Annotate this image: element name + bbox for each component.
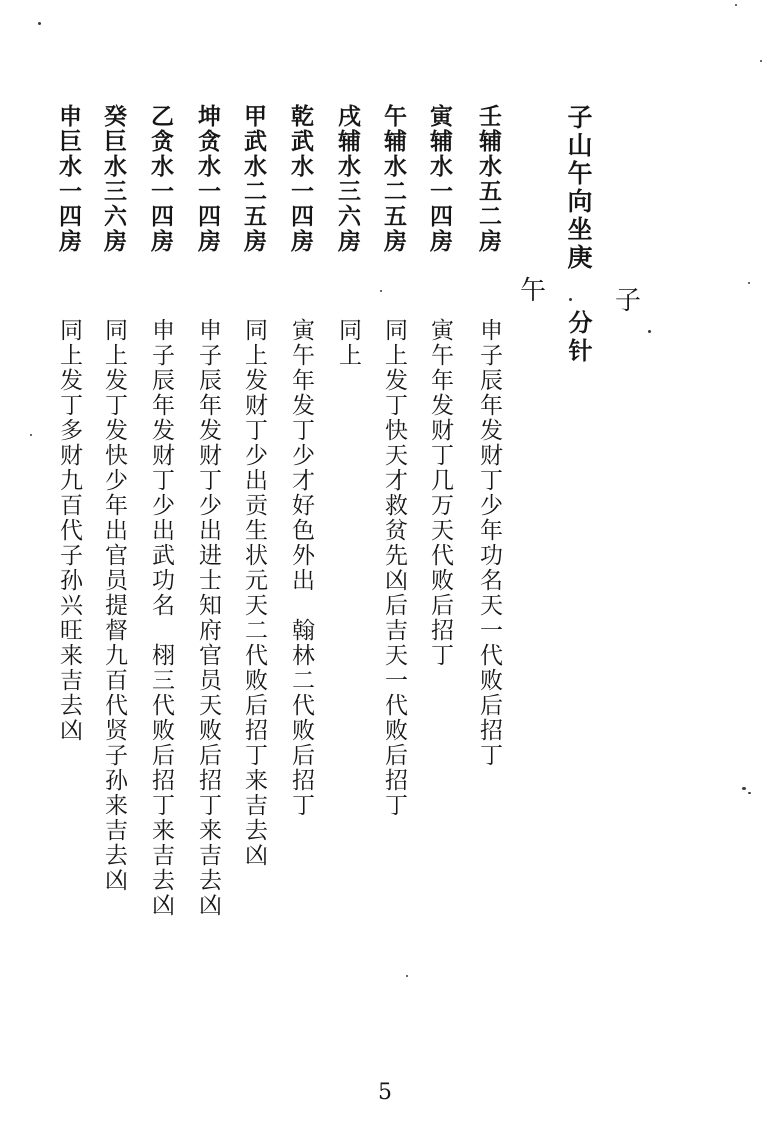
entry-star: 寅辅水一四房	[426, 104, 453, 254]
needle-label: 分针	[564, 310, 592, 366]
scan-speck	[380, 290, 382, 292]
scan-speck	[748, 282, 750, 284]
scan-speck	[742, 787, 746, 790]
entry-text: 申子辰年发财丁少出进士知府官员天败后招丁来吉去凶	[195, 318, 221, 918]
scan-speck	[406, 975, 408, 977]
mark-zi: 子	[615, 286, 642, 316]
entry-text: 同上发丁快天才救贫先凶后吉天一代败后招丁	[381, 318, 407, 818]
entry-star: 癸巨水三六房	[100, 104, 127, 254]
entry-text: 寅午年发财丁几万天代败后招丁	[427, 318, 453, 668]
entry-text: 申子辰年发财丁少出武功名 栩三代败后招丁来吉去凶	[148, 318, 174, 918]
page-number: 5	[378, 1080, 392, 1105]
scan-speck	[30, 434, 32, 436]
entry-star: 申巨水一四房	[55, 104, 82, 254]
scan-speck	[748, 792, 751, 794]
entry-text: 申子辰年发财丁少年功名天一代败后招丁	[476, 318, 502, 768]
entry-star: 壬辅水五二房	[475, 104, 502, 254]
entry-star: 乾武水一四房	[287, 104, 314, 254]
scan-speck	[760, 60, 762, 62]
mark-wu: 午	[520, 276, 547, 306]
entry-text: 同上发丁多财九百代子孙兴旺来吉去凶	[56, 318, 82, 743]
entry-text: 同上发丁发快少年出官员提督九百代贤子孙来吉去凶	[101, 318, 127, 893]
entry-star: 甲武水二五房	[240, 104, 267, 254]
page-title: 子山午向坐庚	[564, 104, 593, 272]
entry-star: 戌辅水三六房	[334, 104, 361, 254]
scan-speck	[569, 298, 572, 301]
entry-text: 寅午年发丁少才好色外出 翰林二代败后招丁	[288, 318, 314, 818]
entry-star: 坤贪水一四房	[194, 104, 221, 254]
entry-text: 同上	[335, 318, 361, 368]
entry-star: 午辅水二五房	[380, 104, 407, 254]
scan-speck	[648, 330, 651, 333]
scan-speck	[38, 22, 41, 25]
entry-text: 同上发财丁少出贡生状元天二代败后招丁来吉去凶	[241, 318, 267, 868]
entry-star: 乙贪水一四房	[147, 104, 174, 254]
scan-speck	[735, 4, 737, 6]
